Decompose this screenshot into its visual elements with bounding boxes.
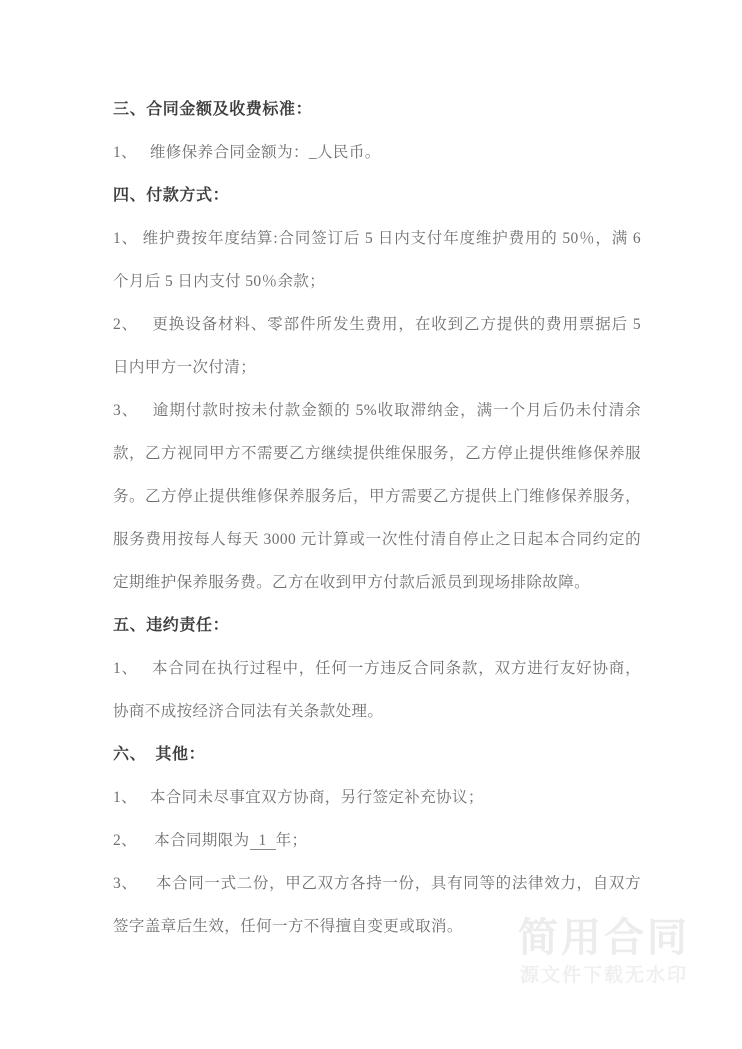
clause-6-2 <box>113 819 641 862</box>
clause-6-3: 3、 本合同一式二份，甲乙双方各持一份，具有同等的法律效力，自双方签字盖章后生效，任何一方不得擅自变更或取消。 <box>113 875 641 935</box>
section-heading-five: 五、违约责任： <box>113 617 230 634</box>
clause-3-1: 1、 维修保养合同金额为：_人民币。 <box>113 144 381 161</box>
clause-5-1: 1、 本合同在执行过程中，任何一方违反合同条款，双方进行友好协商，协商不成按经济合同法有关条款处理。 <box>113 660 641 720</box>
watermark-brand-text: 简用合同 <box>518 916 690 960</box>
document-text-body <box>113 88 646 948</box>
clause-4-1: 1、 维护费按年度结算:合同签订后 5 日内支付年度维护费用的 50％，满 6 个月后 5 日内支付 50％余款； <box>113 230 646 290</box>
watermark-subtitle-text: 源文件下载无水印 <box>519 965 688 986</box>
clause-6-1: 1、 本合同未尽事宜双方协商，另行签定补充协议； <box>113 789 484 806</box>
section-heading-four: 四、付款方式： <box>113 187 230 204</box>
clause-6-2-prefix: 2、 本合同期限为 <box>113 832 250 849</box>
section-heading-six: 六、 其他： <box>113 746 206 763</box>
clause-4-3: 3、 逾期付款时按未付款金额的 5%收取滞纳金，满一个月后仍未付清余款，乙方视同甲方不需要乙方继续提供维保服务，乙方停止提供维修保养服务。乙方停止提供维修保养服务后，甲方需要乙方提供上门维修保养服务，服务费用按每人每天 3000 元计算或一次性付清自停止之日起本合同约定的定期维护保养服务费。乙方在收到甲方付款后派员到现场排除故障。 <box>113 402 641 591</box>
contract-term-blank[interactable]: 1 <box>250 833 276 850</box>
clause-6-2-suffix: 年； <box>275 832 308 849</box>
clause-4-2: 2、 更换设备材料、零部件所发生费用，在收到乙方提供的费用票据后 5 日内甲方一次付清； <box>113 316 646 376</box>
section-heading-three: 三、合同金额及收费标准： <box>113 101 313 118</box>
